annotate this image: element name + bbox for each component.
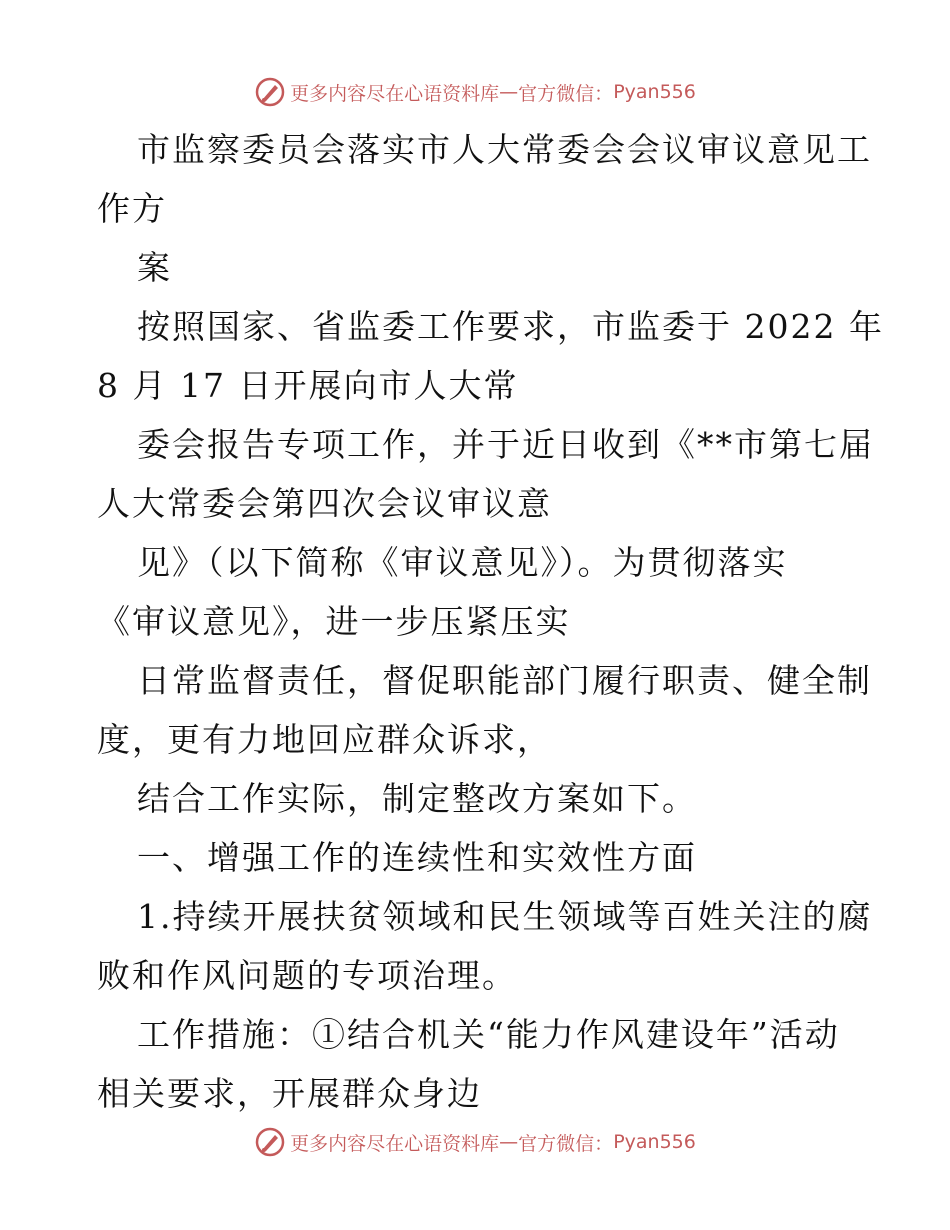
text-line: 结合工作实际，制定整改方案如下。: [137, 779, 697, 818]
text-line: 相关要求，开展群众身边: [97, 1074, 482, 1113]
footer-watermark-banner: [0, 1122, 950, 1162]
text-line: 工作措施：①结合机关“能力作风建设年”活动: [137, 1015, 840, 1054]
text-line: 人大常委会第四次会议审议意: [97, 484, 552, 523]
text-line: 日常监督责任，督促职能部门履行职责、健全制: [137, 661, 872, 700]
pen-logo-icon: [254, 1126, 286, 1158]
banner-sub: 官方微信：: [518, 82, 614, 105]
banner-text: 更多内容尽在心语资料库: [290, 82, 500, 105]
text-line: 作方: [97, 189, 167, 228]
text-line: 败和作风问题的专项治理。: [97, 956, 517, 995]
banner-text: 更多内容尽在心语资料库: [290, 1132, 500, 1155]
document-body: [97, 120, 884, 1123]
banner-sub: 官方微信：: [518, 1132, 614, 1155]
text-line: 按照国家、省监委工作要求，市监委于 2022 年: [137, 307, 884, 346]
text-line: 市监察委员会落实市人大常委会会议审议意见工: [137, 130, 872, 169]
banner-account: Pyan556: [613, 1131, 696, 1153]
text-line: 1.持续开展扶贫领域和民生领域等百姓关注的腐: [137, 897, 873, 936]
text-line: 委会报告专项工作，并于近日收到《**市第七届: [137, 425, 874, 464]
text-line: 见》（以下简称《审议意见》）。为贯彻落实: [137, 543, 788, 582]
pen-logo-icon: [254, 76, 286, 108]
text-line: 度，更有力地回应群众诉求，: [97, 720, 552, 759]
text-line: 8 月 17 日开展向市人大常: [97, 366, 519, 405]
header-watermark-banner: [0, 72, 950, 112]
banner-account: Pyan556: [613, 81, 696, 103]
section-heading: 一、增强工作的连续性和实效性方面: [137, 838, 697, 877]
banner-separator: —: [499, 1131, 519, 1153]
banner-separator: —: [499, 81, 519, 103]
text-line: 案: [137, 248, 172, 287]
text-line: 《审议意见》，进一步压紧压实: [97, 602, 571, 641]
